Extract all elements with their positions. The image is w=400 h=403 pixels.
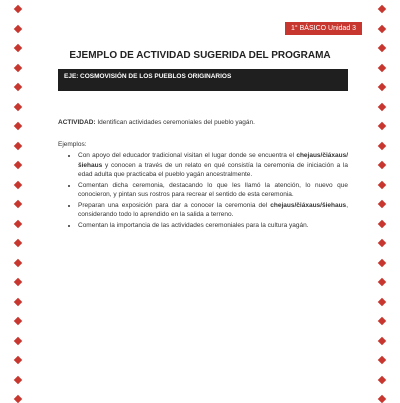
border-diamond-icon — [14, 200, 22, 208]
border-diamond-icon — [14, 239, 22, 247]
right-decorative-border — [376, 0, 390, 400]
border-diamond-icon — [378, 200, 386, 208]
border-diamond-icon — [378, 5, 386, 13]
border-diamond-icon — [378, 356, 386, 364]
border-diamond-icon — [14, 122, 22, 130]
border-diamond-icon — [14, 180, 22, 188]
border-diamond-icon — [14, 356, 22, 364]
activity-line — [58, 118, 348, 128]
border-diamond-icon — [14, 219, 22, 227]
eje-label: EJE: — [64, 73, 79, 80]
examples-list — [58, 151, 348, 230]
border-diamond-icon — [14, 395, 22, 403]
example-item: • Comentan la importancia de las actividades ceremoniales para la cultura yagán. — [78, 221, 348, 231]
border-diamond-icon — [378, 395, 386, 403]
page-title: EJEMPLO DE ACTIVIDAD SUGERIDA DEL PROGRAMA — [69, 50, 331, 61]
border-diamond-icon — [378, 375, 386, 383]
border-diamond-icon — [378, 219, 386, 227]
left-decorative-border — [12, 0, 26, 400]
border-diamond-icon — [14, 83, 22, 91]
border-diamond-icon — [378, 44, 386, 52]
border-diamond-icon — [14, 44, 22, 52]
activity-text: Identifican actividades ceremoniales del pueblo yagán. — [97, 119, 255, 126]
border-diamond-icon — [378, 239, 386, 247]
border-diamond-icon — [14, 278, 22, 286]
border-diamond-icon — [14, 258, 22, 266]
border-diamond-icon — [378, 258, 386, 266]
border-diamond-icon — [14, 141, 22, 149]
border-diamond-icon — [14, 375, 22, 383]
border-diamond-icon — [14, 5, 22, 13]
border-diamond-icon — [378, 336, 386, 344]
example-item: • Comentan dicha ceremonia, destacando lo que les llamó la atención, lo nuevo que conocieron, y pintan sus rostros para recrear el sentido de esta ceremonia. — [78, 181, 348, 200]
border-diamond-icon — [378, 297, 386, 305]
eje-value: COSMOVISIÓN DE LOS PUEBLOS ORIGINARIOS — [80, 73, 232, 80]
example-item: • Con apoyo del educador tradicional visitan el lugar donde se encuentra el chejaus/čiáxaus/šiehaus y conocen a través de un relato en qué consistía la ceremonia de iniciación a la edad adulta que practicaba el pueblo yagán ancestralmente. — [78, 151, 348, 180]
border-diamond-icon — [14, 24, 22, 32]
border-diamond-icon — [378, 161, 386, 169]
border-diamond-icon — [14, 336, 22, 344]
eje-header-bar — [58, 69, 348, 91]
border-diamond-icon — [378, 317, 386, 325]
activity-content — [58, 118, 348, 231]
border-diamond-icon — [14, 297, 22, 305]
activity-label: ACTIVIDAD: — [58, 119, 96, 126]
border-diamond-icon — [14, 63, 22, 71]
grade-unit-badge: 1° BÁSICO Unidad 3 — [285, 22, 362, 35]
border-diamond-icon — [378, 63, 386, 71]
border-diamond-icon — [378, 180, 386, 188]
border-diamond-icon — [14, 317, 22, 325]
border-diamond-icon — [378, 24, 386, 32]
border-diamond-icon — [378, 141, 386, 149]
examples-label: Ejemplos: — [58, 140, 87, 148]
border-diamond-icon — [14, 161, 22, 169]
border-diamond-icon — [378, 83, 386, 91]
border-diamond-icon — [378, 102, 386, 110]
border-diamond-icon — [14, 102, 22, 110]
example-item: • Preparan una exposición para dar a conocer la ceremonia del chejaus/čiáxaus/šiehaus, considerando todo lo aprendido en la salida a terreno. — [78, 201, 348, 220]
border-diamond-icon — [378, 278, 386, 286]
border-diamond-icon — [378, 122, 386, 130]
